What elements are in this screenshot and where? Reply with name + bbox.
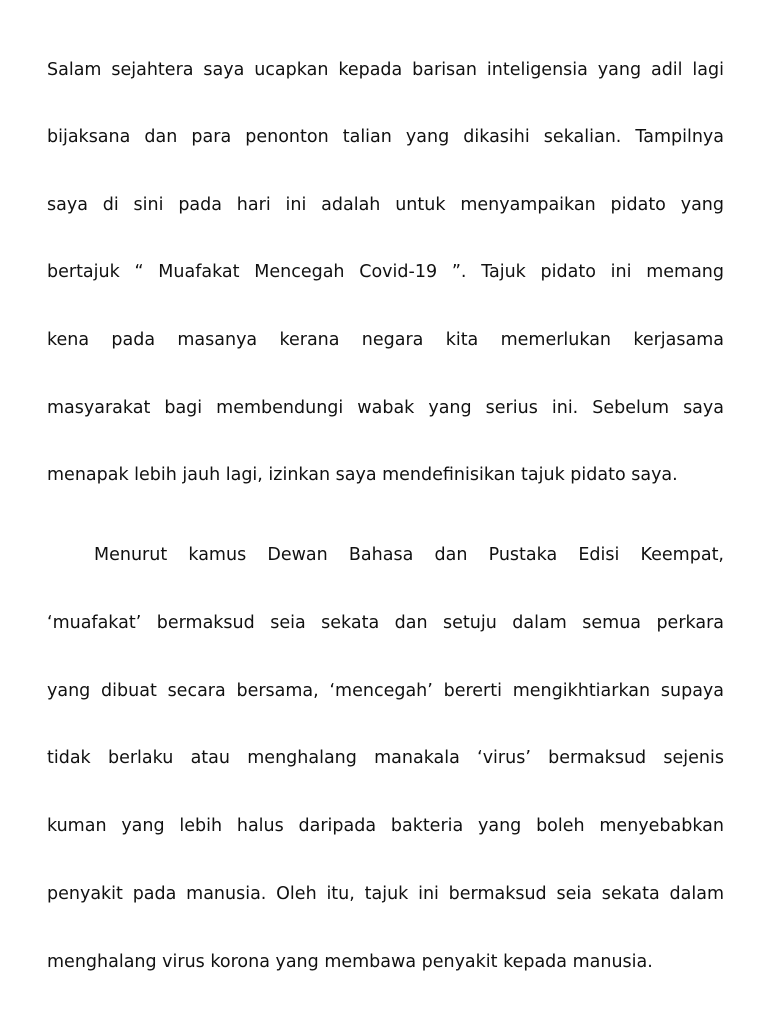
text-line: kena pada masanya kerana negara kita memerlukan kerjasama: [47, 330, 724, 350]
text-line: Salam sejahtera saya ucapkan kepada barisan inteligensia yang adil lagi: [47, 60, 724, 80]
text-line: Menurut kamus Dewan Bahasa dan Pustaka Edisi Keempat,: [94, 545, 724, 565]
text-line: yang dibuat secara bersama, ‘mencegah’ bererti mengikhtiarkan supaya: [47, 681, 724, 701]
text-line: masyarakat bagi membendungi wabak yang serius ini. Sebelum saya: [47, 398, 724, 418]
text-line: ‘muafakat’ bermaksud seia sekata dan setuju dalam semua perkara: [47, 613, 724, 633]
text-line: saya di sini pada hari ini adalah untuk menyampaikan pidato yang: [47, 195, 724, 215]
text-line: penyakit pada manusia. Oleh itu, tajuk ini bermaksud seia sekata dalam: [47, 884, 724, 904]
text-line: bertajuk “ Muafakat Mencegah Covid-19 ”. Tajuk pidato ini memang: [47, 262, 724, 282]
text-line: tidak berlaku atau menghalang manakala ‘virus’ bermaksud sejenis: [47, 748, 724, 768]
text-line: kuman yang lebih halus daripada bakteria yang boleh menyebabkan: [47, 816, 724, 836]
text-line: menghalang virus korona yang membawa penyakit kepada manusia.: [47, 952, 653, 972]
text-line: bijaksana dan para penonton talian yang dikasihi sekalian. Tampilnya: [47, 127, 724, 147]
text-line: menapak lebih jauh lagi, izinkan saya mendefinisikan tajuk pidato saya.: [47, 465, 678, 485]
